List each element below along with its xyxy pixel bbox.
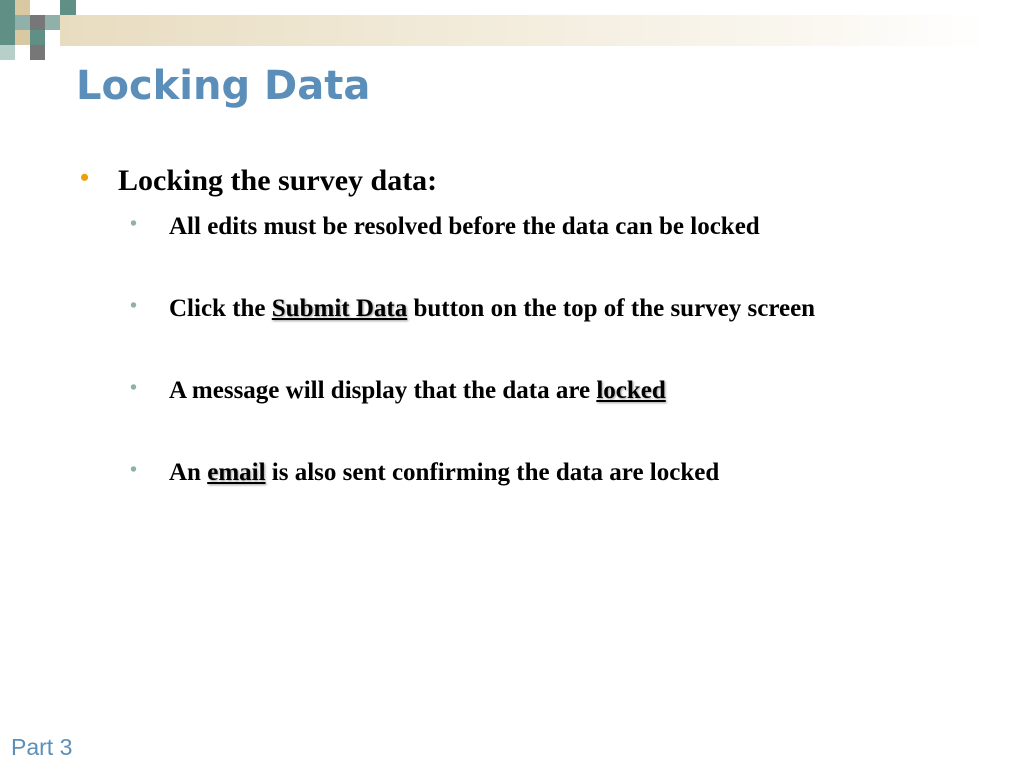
decoration-square bbox=[30, 45, 45, 60]
header-decoration-band bbox=[60, 15, 990, 46]
sub-bullet-text-pre: A message will display that the data are bbox=[169, 377, 597, 404]
decoration-square bbox=[15, 15, 30, 30]
bullet-icon: • bbox=[130, 459, 138, 481]
sub-bullet bbox=[80, 210, 829, 244]
bullet-icon: • bbox=[130, 295, 138, 317]
decoration-square bbox=[15, 30, 30, 45]
bullet-icon: • bbox=[130, 213, 138, 235]
sub-bullet-text-pre: An bbox=[169, 459, 208, 486]
bullet-icon: • bbox=[80, 163, 90, 192]
sub-bullet bbox=[80, 456, 829, 490]
sub-bullet-text-post: button on the top of the survey screen bbox=[407, 295, 816, 322]
sub-bullet-text: All edits must be resolved before the data can be locked bbox=[169, 213, 760, 240]
main-bullet bbox=[80, 162, 960, 200]
email-highlight: email bbox=[207, 459, 266, 486]
sub-bullet bbox=[80, 374, 829, 408]
decoration-square bbox=[30, 30, 45, 45]
slide-content bbox=[80, 162, 960, 490]
submit-data-highlight: Submit Data bbox=[271, 295, 408, 322]
decoration-square bbox=[30, 15, 45, 30]
sub-bullet bbox=[80, 292, 829, 326]
decoration-square bbox=[15, 0, 30, 15]
decoration-square bbox=[60, 0, 76, 15]
slide-title: Locking Data bbox=[76, 63, 371, 109]
main-bullet-text: Locking the survey data: bbox=[118, 164, 438, 197]
sub-bullet-text-pre: Click the bbox=[169, 295, 272, 322]
decoration-square bbox=[45, 15, 60, 30]
slide-footer: Part 3 bbox=[11, 734, 73, 760]
locked-highlight: locked bbox=[596, 377, 666, 404]
decoration-square bbox=[0, 45, 15, 60]
bullet-icon: • bbox=[130, 377, 138, 399]
sub-bullet-text-post: is also sent confirming the data are locked bbox=[265, 459, 720, 486]
